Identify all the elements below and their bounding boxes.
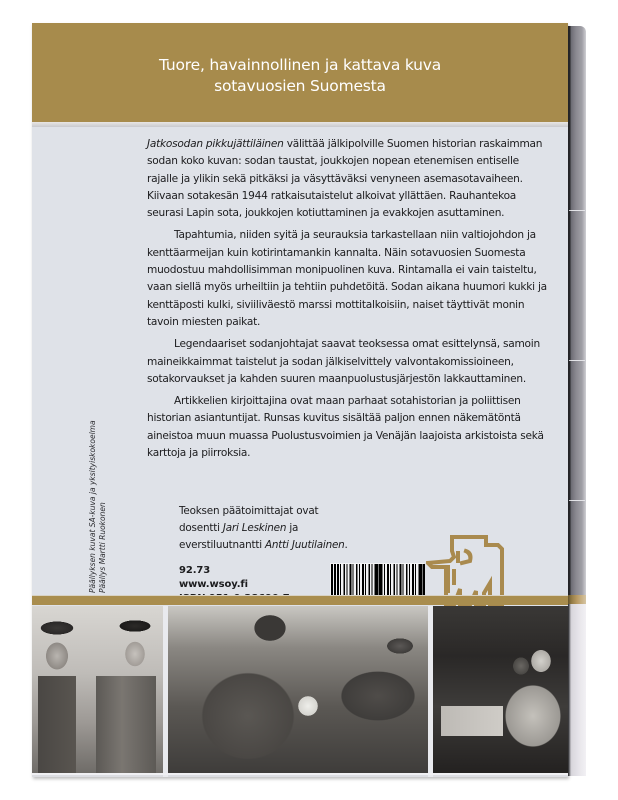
- editors-block: [179, 503, 348, 554]
- cover-credits: [88, 420, 108, 593]
- officers-photo: [32, 606, 163, 774]
- editor-line-1: dosentti Jari Leskinen ja: [179, 522, 299, 534]
- book-title: Jatkosodan pikkujättiläinen: [147, 138, 284, 150]
- spine-divider: [569, 210, 585, 211]
- publisher-website: www.wsoy.fi: [179, 579, 249, 590]
- editor-name: Jari Leskinen: [222, 522, 287, 534]
- band-divider: [32, 122, 568, 127]
- photo-strip-edge: [32, 773, 568, 775]
- editor-line-2: everstiluutnantti Antti Juutilainen.: [179, 539, 348, 551]
- spine-lower: [568, 604, 586, 776]
- description-paragraph-4: Artikkelien kirjoittajina ovat maan parhaat sotahistorian ja poliittisen historian asiantuntijat. Runsas kuvitus sisältää paljon ennen näkemätöntä aineistoa muun muassa Puolustusvoimien ja Venäjän laajoista arkistoista sekä karttoja ja piirroksia.: [147, 395, 544, 460]
- description-paragraph-1: Jatkosodan pikkujättiläinen välittää jälkipolville Suomen historian raskaimman sodan koko kuvan: sodan taustat, joukkojen nopean etenemisen entiselle rajalle ja ylikin sekä pitkäksi ja väsyttäväksi venyneen asemasotavaiheen. Kiivaan sotakesän 1944 ratkaisutaistelut alkoivat yllättäen. Rauhantekoa seurasi Lapin sota, joukkojen kotiuttaminen ja evakkojen asuttaminen.: [147, 138, 543, 220]
- photo-credit: Päällyksen kuvat SA-kuva ja yksityiskokoelma: [88, 420, 97, 593]
- classification-code: 92.73: [179, 565, 211, 576]
- spine-divider: [569, 500, 585, 501]
- tagline-line-2: sotavuosien Suomesta: [214, 76, 386, 95]
- description-text: [147, 136, 547, 467]
- design-credit: Päällys Martti Ruokonen: [98, 502, 107, 593]
- spine-divider: [569, 360, 585, 361]
- tagline-line-1: Tuore, havainnollinen ja kattava kuva: [158, 55, 442, 74]
- soldiers-field-photo: [168, 606, 428, 774]
- radio-operators-photo: [433, 606, 568, 774]
- tagline-band: [32, 23, 568, 122]
- bottom-gold-band: [32, 595, 568, 605]
- editors-intro: Teoksen päätoimittajat ovat: [179, 505, 319, 517]
- editor-name: Antti Juutilainen: [265, 539, 345, 551]
- description-paragraph-3: Legendaariset sodanjohtajat saavat teoksessa omat esittelynsä, samoin maineikkaimmat taistelut ja sodan jälkiselvittely valvontakomissioineen, sotakorvaukset ja kahden suuren maanpuolustusjärjestön lakkauttaminen.: [147, 338, 540, 385]
- description-paragraph-2: Tapahtumia, niiden syitä ja seurauksia tarkastellaan niin valtiojohdon ja kenttäarmeijan kuin kotirintamankin kannalta. Näin sotavuosien Suomesta muodostuu mahdollisimman monipuolinen kuva. Rintamalla ei vain taisteltu, vaan siellä myös urheiltiin ja tehtiin puhdetöitä. Sodan aikana huumori kukki ja kenttäposti kulki, siviiliväestö marssi mottitalkoisiin, naiset täyttivät monin tavoin miesten paikat.: [147, 229, 547, 328]
- photo-strip: [32, 606, 568, 777]
- book-back-cover: [32, 23, 568, 777]
